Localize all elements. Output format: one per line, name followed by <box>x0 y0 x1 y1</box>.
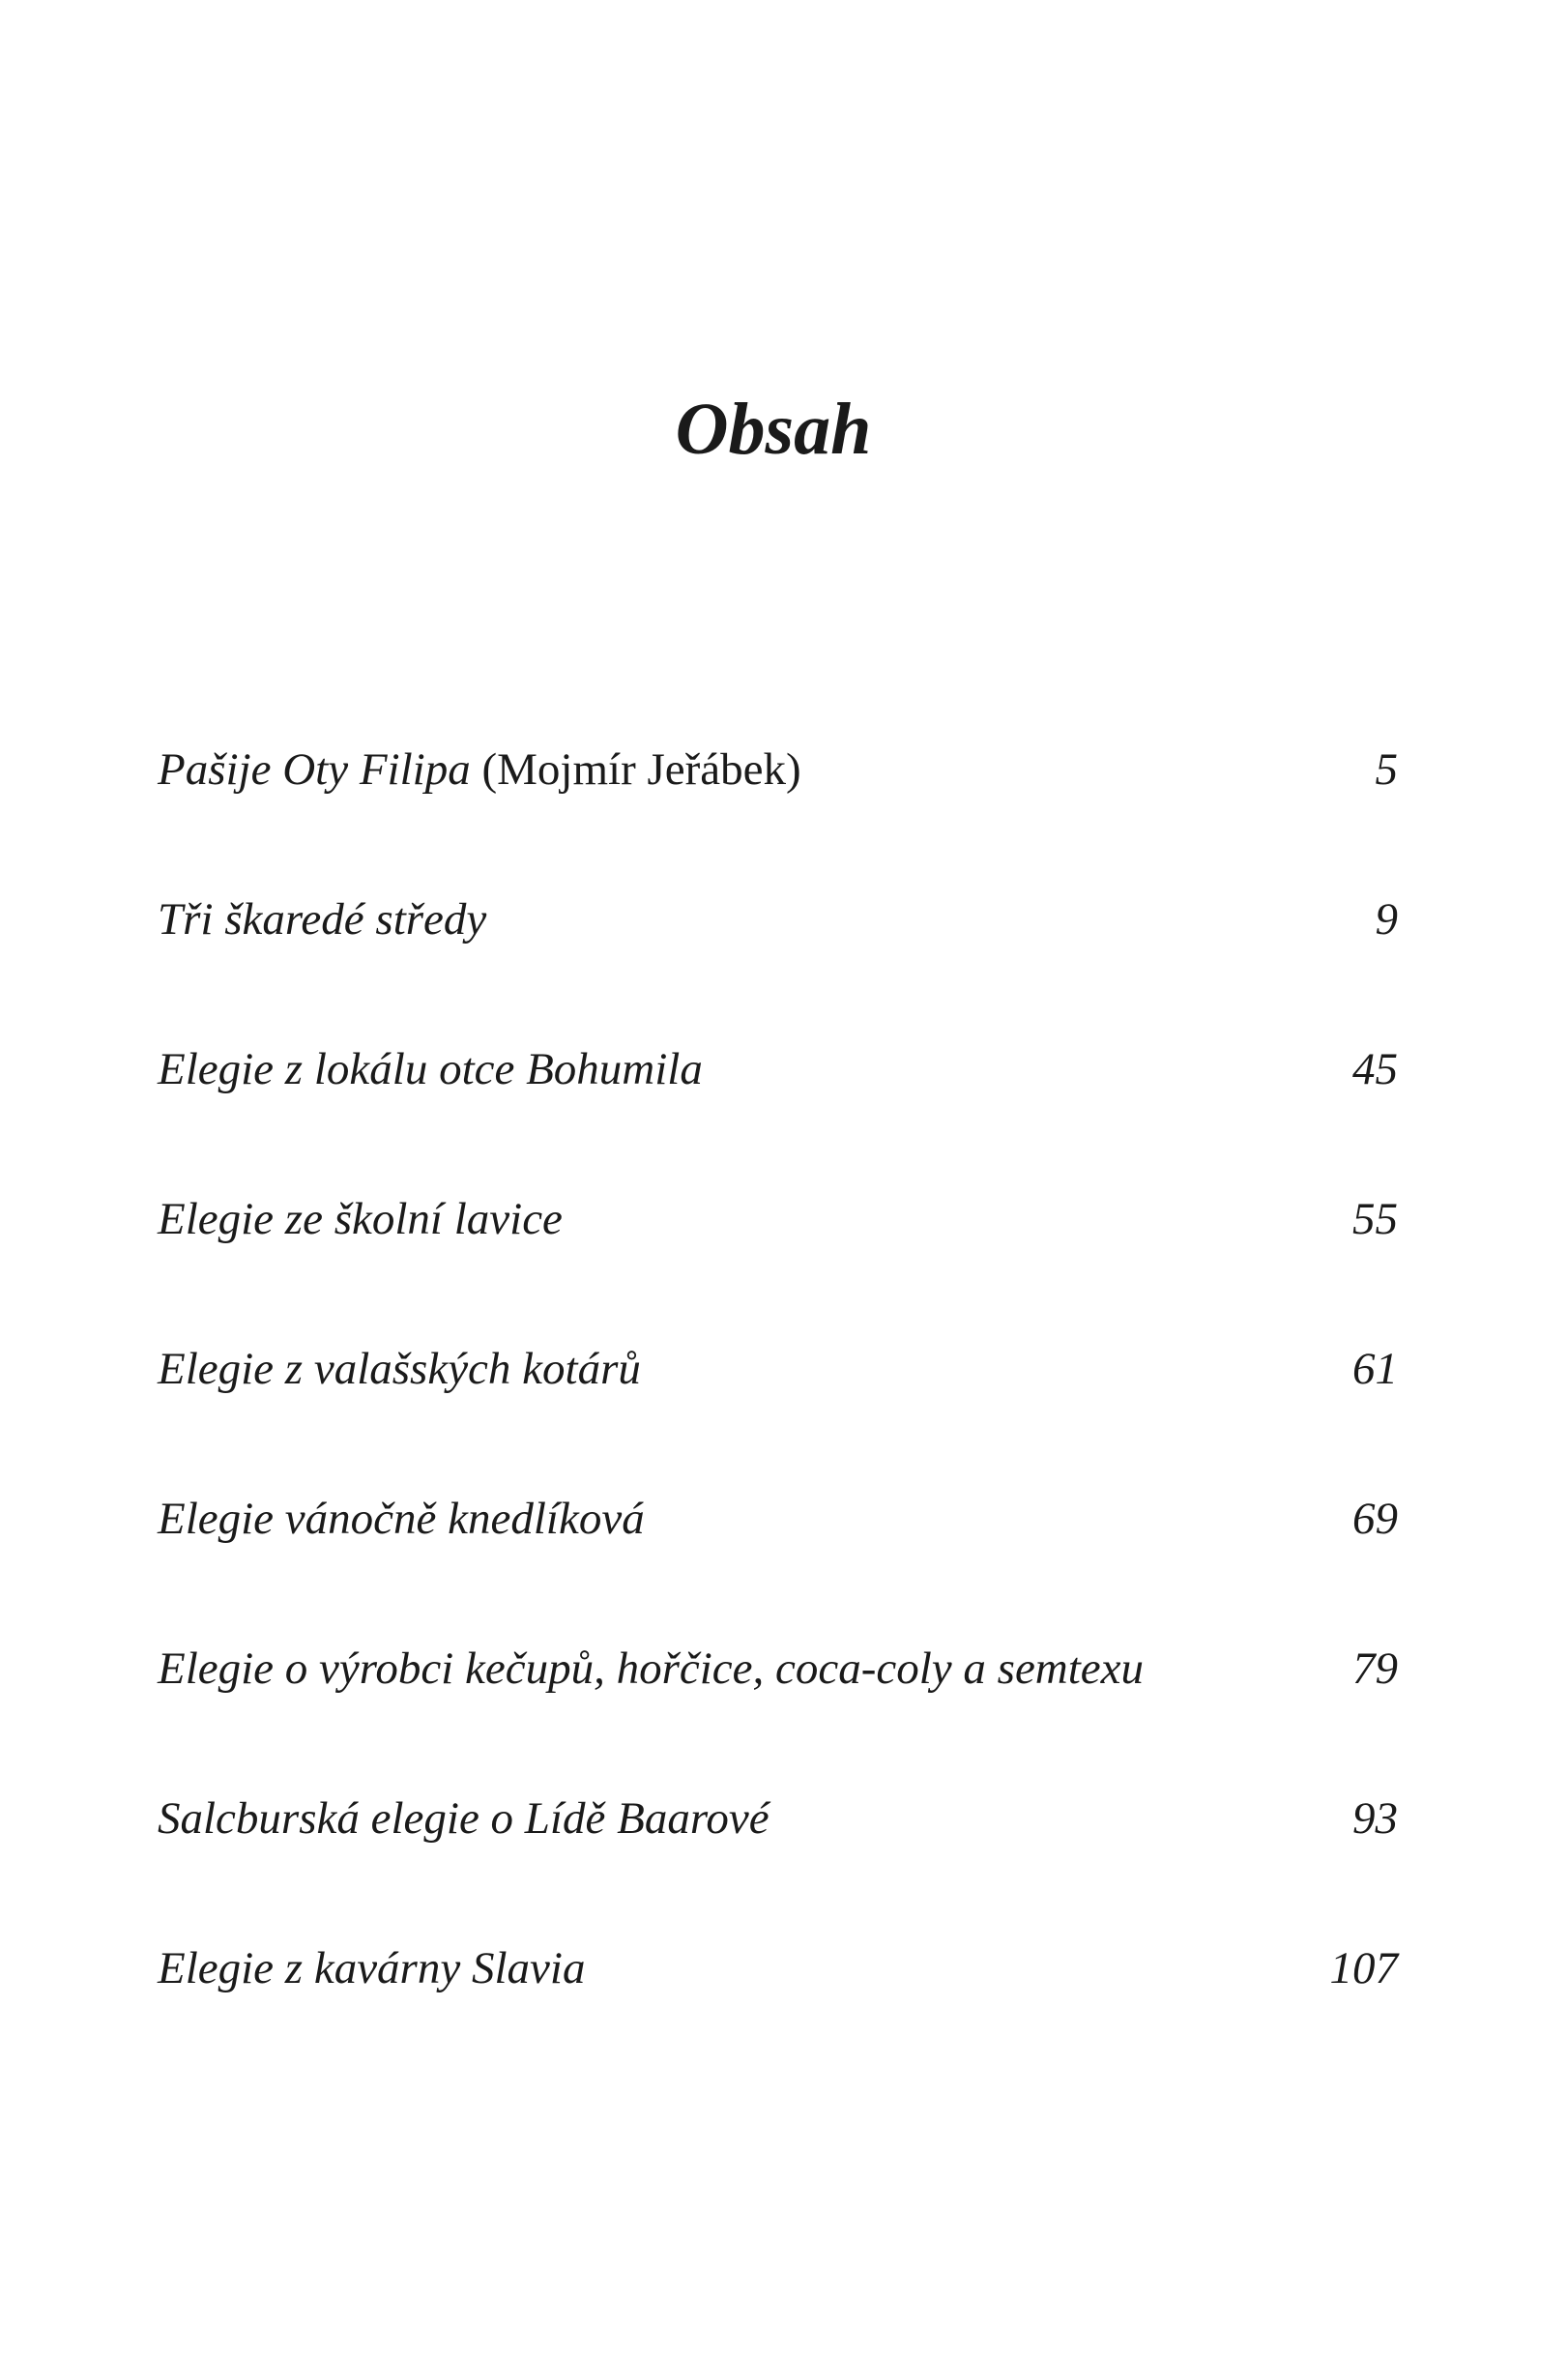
toc-entry-author: (Mojmír Jeřábek) <box>481 744 801 795</box>
toc-entry-title: Elegie ze školní lavice <box>158 1194 563 1244</box>
toc-entry-title: Elegie z kavárny Slavia <box>158 1943 586 1993</box>
toc-entry <box>158 1334 1398 1484</box>
page-title: Obsah <box>675 388 872 470</box>
toc-entry <box>158 1634 1398 1784</box>
toc-entry-page-number: 79 <box>1352 1643 1398 1694</box>
toc-entry-page-number: 69 <box>1352 1494 1398 1544</box>
toc-entry-title-text: Pašije Oty Filipa <box>158 744 471 795</box>
toc-entry-page-number: 107 <box>1329 1943 1398 1993</box>
toc-entry-page-number: 93 <box>1352 1793 1398 1844</box>
toc-entry-page-number: 45 <box>1352 1044 1398 1094</box>
toc-entry-title: Tři škaredé středy <box>158 894 487 945</box>
toc-entry-title: Elegie o výrobci kečupů, hořčice, coca-coly a semtexu <box>158 1643 1145 1694</box>
toc-entry-page-number: 61 <box>1352 1344 1398 1394</box>
toc-entry <box>158 1184 1398 1334</box>
toc-entry <box>158 1784 1398 1934</box>
toc-entry-title: Elegie vánočně knedlíková <box>158 1494 645 1544</box>
toc-entry <box>158 885 1398 1034</box>
toc-entry-page-number: 5 <box>1375 744 1398 795</box>
table-of-contents <box>158 735 1398 2083</box>
toc-entry <box>158 735 1398 885</box>
toc-entry-page-number: 9 <box>1375 894 1398 945</box>
toc-entry-title: Elegie z valašských kotárů <box>158 1344 641 1394</box>
toc-entry <box>158 1934 1398 2083</box>
toc-entry-title: Elegie z lokálu otce Bohumila <box>158 1044 703 1094</box>
toc-entry-title: Salcburská elegie o Lídě Baarové <box>158 1793 769 1844</box>
toc-entry-page-number: 55 <box>1352 1194 1398 1244</box>
toc-entry <box>158 1034 1398 1184</box>
toc-entry <box>158 1484 1398 1634</box>
toc-entry-title <box>158 735 801 804</box>
